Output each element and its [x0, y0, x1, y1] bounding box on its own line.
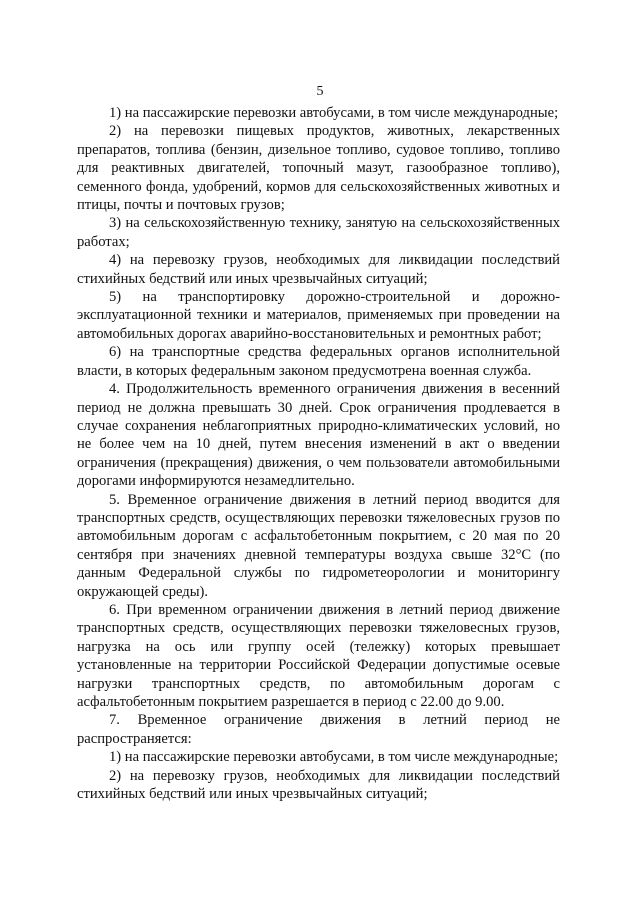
paragraph: 6. При временном ограничении движения в летний период движение транспортных средств, осуществляющих перевозки тяжеловесных грузов, нагрузка на ось или группу осей (тележку) которых превышает установленные на территории Российской Федерации допустимые осевые нагрузки транспортных средств, по автомобильным дорогам с асфальтобетонным покрытием разрешается в период с 22.00 до 9.00.: [77, 601, 560, 710]
paragraph: 1) на пассажирские перевозки автобусами, в том числе международные;: [109, 105, 559, 121]
paragraph: 7. Временное ограничение движения в летний период не распространяется:: [77, 712, 560, 747]
paragraph: 5) на транспортировку дорожно-строительной и дорожно-эксплуатационной техники и материалов, применяемых при проведении на автомобильных дорогах аварийно-восстановительных и ремонтных работ;: [77, 289, 560, 342]
paragraph: 6) на транспортные средства федеральных органов исполнительной власти, в которых федеральным законом предусмотрена военная служба.: [77, 344, 560, 379]
paragraph: 4. Продолжительность временного ограничения движения в весенний период не должна превышать 30 дней. Срок ограничения продлевается в случае сохранения неблагоприятных природно-климатических условий, но не более чем на 10 дней, путем внесения изменений в акт о введении ограничения (прекращения) движения, о чем пользователи автомобильными дорогами информируются незамедлительно.: [77, 381, 560, 490]
document-body: [77, 104, 560, 803]
paragraph: 1) на пассажирские перевозки автобусами, в том числе международные;: [109, 749, 559, 766]
paragraph: 4) на перевозку грузов, необходимых для ликвидации последствий стихийных бедствий или иных чрезвычайных ситуаций;: [77, 252, 560, 287]
paragraph: 5. Временное ограничение движения в летний период вводится для транспортных средств, осуществляющих перевозки тяжеловесных грузов по автомобильным дорогам с асфальтобетонным покрытием, с 20 мая по 20 сентября при значениях дневной температуры воздуха свыше 32°С (по данным Федеральной службы по гидрометеорологии и мониторингу окружающей среды).: [77, 491, 560, 600]
paragraph: 2) на перевозки пищевых продуктов, животных, лекарственных препаратов, топлива (бензин, дизельное топливо, судовое топливо, топливо для реактивных двигателей, топочный мазут, газообразное топливо), семенного фонда, удобрений, кормов для сельскохозяйственных животных и птицы, почты и почтовых грузов;: [77, 123, 560, 214]
page-number: 5: [316, 84, 324, 99]
paragraph: 2) на перевозку грузов, необходимых для ликвидации последствий стихийных бедствий или иных чрезвычайных ситуаций;: [77, 767, 560, 803]
paragraph: 3) на сельскохозяйственную технику, занятую на сельскохозяйственных работах;: [77, 215, 560, 250]
